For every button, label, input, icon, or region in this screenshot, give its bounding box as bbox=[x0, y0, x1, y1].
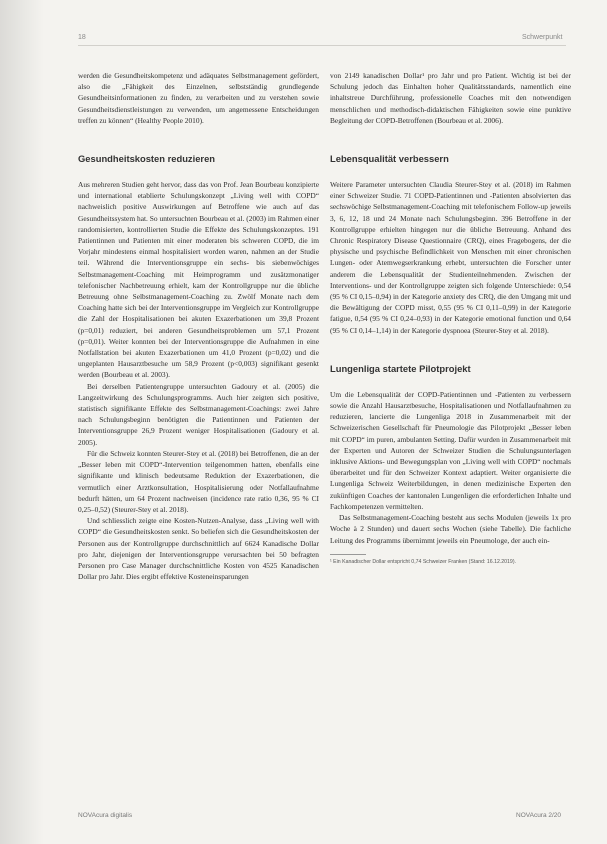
right-column bbox=[330, 70, 571, 566]
intro-paragraph: von 2149 kanadischen Dollar¹ pro Jahr und pro Patient. Wichtig ist bei der Schulung jedoch das Einhalten hoher Qualitätsstandards, namentlich eine inhaltstreue Durchführung, professionelle Coaches mit den notwendigen menschlichen und methodisch-didaktischen Fähigkeiten sowie eine punktive Begleitung der COPD-Betroffenen (Bourbeau et al. 2006). bbox=[330, 71, 571, 125]
intro-paragraph: werden die Gesundheitskompetenz und adäquates Selbstmanagement gefördert, also die „Fähigkeit des Einzelnen, selbstständig grundlegende Gesundheitsinformationen zu finden, zu verarbeiten und zu verstehen sowie Gesundheitsdienstleistungen zu verwenden, um angemessene Entscheidungen treffen zu können“ (Healthy People 2010). bbox=[78, 71, 319, 125]
footnote-rule bbox=[330, 554, 366, 555]
header-rule bbox=[78, 45, 566, 46]
left-column bbox=[78, 70, 319, 582]
body-paragraph: Aus mehreren Studien geht hervor, dass das von Prof. Jean Bourbeau konzipierte und international etablierte Schulungskonzept „Living well with COPD“ nachweislich positive Auswirkungen auf Betroffene wie auch auf das Gesundheitssystem hat. So untersuchten Bourbeau et al. (2003) im Rahmen einer randomisierten, kontrollierten Studie die Effekte des Schulungskonzeptes. 191 Patientinnen und Patienten mit einer moderaten bis schweren COPD, die im Vorjahr mindestens einmal hospitalisiert worden waren, nahmen an der Studie teil. Während die Interventionsgruppe ein sechs- bis siebenwöchiges Selbstmanagement-Coaching mit Heimprogramm und zusätzmonatiger telefonischer Nachbetreuung erhielt, kam der Kontrollgruppe nur die übliche Betreuung ohne Selbstmanagement-Coaching zu. Zwölf Monate nach dem Coaching hatte sich bei der Interventionsgruppe im Vergleich zur Kontrollgruppe die Zahl der Hospitalisationen bei akuten Exazerbationen um 39,8 Prozent (p=0,01) reduziert, bei anderen Gesundheitsproblemen um 57,1 Prozent (p=0,01). Weiter konnten bei der Interventionsgruppe die Aufnahmen in eine Notfallstation bei akuten Exazerbationen um 41,0 Prozent (p=0,02) und die ungeplanten Hausarztbesuche um 58,9 Prozent (p<0,003) signifikant gesenkt werden (Bourbeau et al. 2003). bbox=[78, 180, 319, 380]
running-header: Schwerpunkt bbox=[522, 34, 563, 41]
body-paragraph: Um die Lebensqualität der COPD-Patientinnen und -Patienten zu verbessern sowie die Anzahl Hausarztbesuche, Hospitalisationen und Notfallaufnahmen zu reduzieren, lancierte die Lungenliga 2018 in Zusammenarbeit mit der Schweizerischen Gesellschaft für Pneumologie das Pilotprojekt „Besser leben mit COPD“ im puren, ambulanten Setting. Dafür wurden in Zusammenarbeit mit der Experten und Autoren der Schweizer Studien die Schulungsunterlagen inklusive Aktions- und Bewegungsplan von „Living well with COPD“ nochmals überarbeitet und für den Schweizer Kontext adaptiert. Weiter organisierte die Lungenliga Schweiz Weiterbildungen, in denen medizinische Experten den zukünftigen Coaches der kantonalen Lungenligen die erforderlichen Inhalte und Fachkompetenzen vermittelten. bbox=[330, 389, 571, 511]
body-paragraph: Und schliesslich zeigte eine Kosten-Nutzen-Analyse, dass „Living well with COPD“ die Gesundheitskosten senkt. So beliefen sich die Gesundheitskosten der Personen aus der Kontrollgruppe durchschnittlich auf 6624 Kanadische Dollar pro Jahr, diejenigen der Interventionsgruppe verursachten bei 50 befragten Personen pro Case Manager durchschnittliche Kosten von 4525 Kanadischen Dollar pro Jahr. Dies ergibt effektive Kosteneinsparungen bbox=[78, 516, 319, 582]
section-heading-pilot-project: Lungenliga startete Pilotprojekt bbox=[330, 362, 471, 374]
section-heading-costs: Gesundheitskosten reduzieren bbox=[78, 153, 216, 165]
body-paragraph: Weitere Parameter untersuchten Claudia Steurer-Stey et al. (2018) im Rahmen einer Schweizer Studie. 71 COPD-Patientinnen und -Patienten absolvierten das sechswöchige Selbstmanagement-Coaching mit telefonischem Follow-up jeweils 3, 6, 12, 18 und 24 Monate nach Schulungsbeginn. 396 Betroffene in der Kontrollgruppe erhielten hingegen nur die übliche Betreuung. Anhand des Chronic Respiratory Disease Questionnaire (CRQ), eines Fragebogens, der die physische und psychische Befindlichkeit von Menschen mit einer chronischen Lungen- oder Atemwegserkrankung erhebt, untersuchten die Forscher unter anderem die Lebensqualität der Studienteilnehmenden. Zwischen der Interventions- und der Kontrollgruppe zeigten sich folgende Unterschiede: 0,54 (95 % CI 0,15–0,94) in der Kategorie anxiety des CRQ, die den Umgang mit und die Bewältigung der COPD misst, 0,55 (95 % CI 0,11–0,99) in der Kategorie fatigue, 0,54 (95 % CI 0,24–0,93) in der Kategorie emotional function und 0,64 (95 % CI 0,14–1,14) in der Kategorie dyspnoea (Steurer-Stey et al. 2018). bbox=[330, 180, 571, 335]
footer-right: NOVAcura 2/20 bbox=[516, 812, 562, 819]
footer-left: NOVAcura digitalis bbox=[78, 812, 133, 819]
section-heading-quality-of-life: Lebensqualität verbessern bbox=[330, 153, 449, 165]
body-paragraph: Das Selbstmanagement-Coaching besteht aus sechs Modulen (jeweils 1x pro Woche à 2 Stunden) und dauert sechs Wochen (siehe Tabelle). Die fachliche Leitung des Programms übernimmt jeweils ein Pneumologe, der auch ein- bbox=[330, 513, 571, 545]
page-number: 18 bbox=[78, 34, 86, 41]
body-paragraph: Für die Schweiz konnten Steurer-Stey et al. (2018) bei Betroffenen, die an der „Besser leben mit COPD“-Intervention teilgenommen hatten, ebenfalls eine signifikante und klinisch bedeutsame Reduktion der Exazerbationen, die vermutlich einer Arztkonsultation, Hospitalisierung oder Notfallaufnahme bedurft hätten, um 64 Prozent nachweisen (incidence rate ratio 0,36, 95 % CI 0,25–0,52) (Steurer-Stey et al. 2018). bbox=[78, 448, 319, 514]
body-paragraph: Bei derselben Patientengruppe untersuchten Gadoury et al. (2005) die Langzeitwirkung des Schulungsprogramms. Auch hier zeigten sich positive, statistisch signifikante Effekte des Selbstmanagement-Coachings: zwei Jahre nach Schulungsbeginn benötigten die Patientinnen und Patienten der Interventionsgruppe 26,9 Prozent weniger Hospitalisationen (Gadoury et al. 2005). bbox=[78, 381, 319, 447]
footnote: ¹ Ein Kanadischer Dollar entspricht 0,74 Schweizer Franken (Stand: 16.12.2019). bbox=[330, 558, 516, 565]
